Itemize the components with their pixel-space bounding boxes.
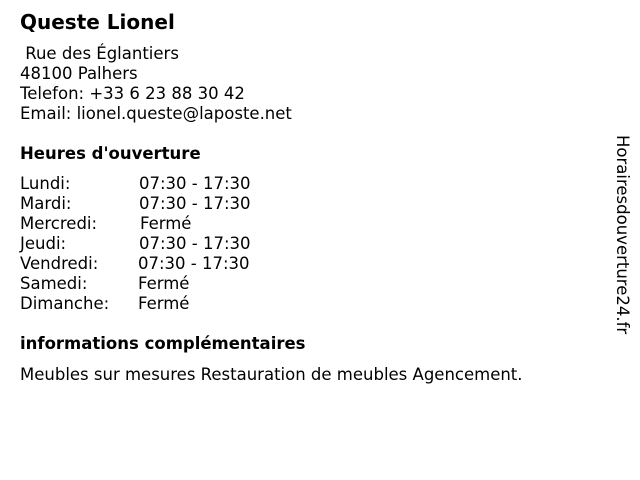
hours-time: Fermé <box>138 294 190 313</box>
hours-day: Jeudi: <box>20 234 67 253</box>
opening-hours-heading: Heures d'ouverture <box>20 144 201 163</box>
hours-day: Lundi: <box>20 174 71 193</box>
hours-day: Mardi: <box>20 194 72 213</box>
city-postcode: 48100 Palhers <box>20 64 138 83</box>
hours-day: Mercredi: <box>20 214 98 233</box>
street-address: Rue des Églantiers <box>20 44 179 63</box>
phone-number: Telefon: +33 6 23 88 30 42 <box>20 84 245 103</box>
hours-time: Fermé <box>140 214 192 233</box>
hours-time: 07:30 - 17:30 <box>139 194 251 213</box>
email-address: Email: lionel.queste@laposte.net <box>20 104 292 123</box>
hours-day: Samedi: <box>20 274 88 293</box>
hours-day: Dimanche: <box>20 294 110 313</box>
hours-time: 07:30 - 17:30 <box>139 174 251 193</box>
business-name: Queste Lionel <box>20 10 175 34</box>
hours-time: 07:30 - 17:30 <box>138 254 250 273</box>
site-watermark: Horairesdouverture24.fr <box>613 135 632 335</box>
additional-info-text: Meubles sur mesures Restauration de meubles Agencement. <box>20 365 523 384</box>
hours-time: Fermé <box>138 274 190 293</box>
hours-day: Vendredi: <box>20 254 99 273</box>
additional-info-heading: informations complémentaires <box>20 334 306 353</box>
hours-time: 07:30 - 17:30 <box>139 234 251 253</box>
